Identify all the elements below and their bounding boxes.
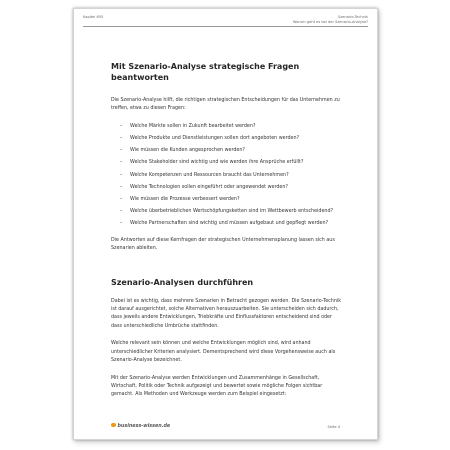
page-number: Seite 4: [327, 425, 340, 429]
list-item: [120, 220, 341, 228]
section-heading-conduct-analysis: Szenario-Analysen durchführen: [111, 277, 254, 287]
list-item-text: Welche überbetrieblichen Wertschöpfungsketten sind im Wettbewerb entscheidend?: [130, 209, 334, 215]
footer-logo-text: business-wissen.de: [117, 424, 171, 429]
question-list: [111, 123, 341, 229]
list-item-text: Welche Märkte sollen in Zukunft bearbeitet werden?: [130, 123, 256, 129]
list-item-text: Welche Kompetenzen und Ressourcen braucht das Unternehmen?: [130, 172, 289, 178]
bullet-dash: –: [120, 136, 123, 142]
list-item-text: Welche Stakeholder sind wichtig und wie werden ihre Ansprüche erfüllt?: [130, 160, 304, 166]
bullet-dash: –: [120, 172, 123, 178]
list-item-text: Welche Partnerschaften sind wichtig und müssen aufgebaut und gepflegt werden?: [130, 221, 329, 227]
list-item: [120, 147, 341, 155]
body-paragraph: Mit der Szenario-Analyse werden Entwicklungen und Zusammenhänge in Gesellschaft, Wirtschaft, Politik oder Technik aufgezeigt und bewertet sowie mögliche Folgen sichtbar gemacht. Als Methoden und Werkzeuge werden zum Beispiel eingesetzt:: [111, 375, 323, 398]
section-spacer: [111, 263, 341, 277]
list-item-text: Welche Produkte und Dienstleistungen sollen dort angeboten werden?: [130, 136, 300, 142]
body-paragraph: Dabei ist es wichtig, dass mehrere Szenarien in Betracht gezogen werden. Die Szenario-Technik ist darauf ausgerichtet, solche Alternativen herauszuarbeiten. Sie unterscheiden sich dadurch, dass jeweils andere Entwicklungen, Triebkräfte und Einflussfaktoren entscheidend sind oder dass unterschiedliche Umbrüche stattfinden.: [111, 298, 341, 329]
footer-logo[interactable]: [111, 423, 170, 429]
bullet-dash: –: [120, 197, 123, 203]
list-item-text: Wie müssen die Prozesse verbessert werden?: [130, 197, 240, 203]
header-topic: [293, 15, 368, 26]
list-item-text: Wie müssen die Kunden angesprochen werden?: [130, 148, 245, 154]
header-topic-title: Szenario-Technik: [338, 15, 368, 19]
body-paragraph: Welche relevant sein können und welche Entwicklungen möglich sind, wird anhand unterschiedlicher Kriterien analysiert. Dementsprechend wird diese Vorgehensweise auch als Szenario-Analyse bezeichnet.: [111, 341, 336, 364]
bullet-dash: –: [120, 160, 123, 166]
page-content: [111, 61, 341, 409]
list-item-text: Welche Technologien sollen eingeführt oder angewendet werden?: [130, 184, 288, 190]
header-topic-subtitle: Worum geht es bei der Szenario-Analyse?: [292, 20, 368, 25]
bullet-dash: –: [120, 184, 123, 190]
list-item: [120, 123, 341, 131]
section-heading-strategic-questions: Mit Szenario-Analyse strategische Fragen beantworten: [111, 62, 300, 82]
list-item: [120, 135, 341, 143]
bullet-dash: –: [120, 209, 123, 215]
document-page: [73, 8, 378, 440]
header-divider: [83, 26, 368, 27]
logo-dot-icon: [111, 423, 116, 428]
bullet-dash: –: [120, 123, 123, 129]
bullet-dash: –: [120, 221, 123, 227]
header-chapter: Kapitel 655: [83, 15, 104, 19]
list-item: [120, 159, 341, 167]
list-item: [120, 184, 341, 192]
outro-paragraph: Die Antworten auf diese Kernfragen der strategischen Unternehmensplanung lassen sich aus Szenarien ableiten.: [111, 237, 335, 252]
list-item: [120, 208, 341, 216]
intro-paragraph: Die Szenario-Analyse hilft, die richtigen strategischen Entscheidungen für das Unternehmen zu treffen, etwa zu diesen Fragen:: [111, 98, 340, 112]
list-item: [120, 196, 341, 204]
list-item: [120, 172, 341, 180]
bullet-dash: –: [120, 148, 123, 154]
